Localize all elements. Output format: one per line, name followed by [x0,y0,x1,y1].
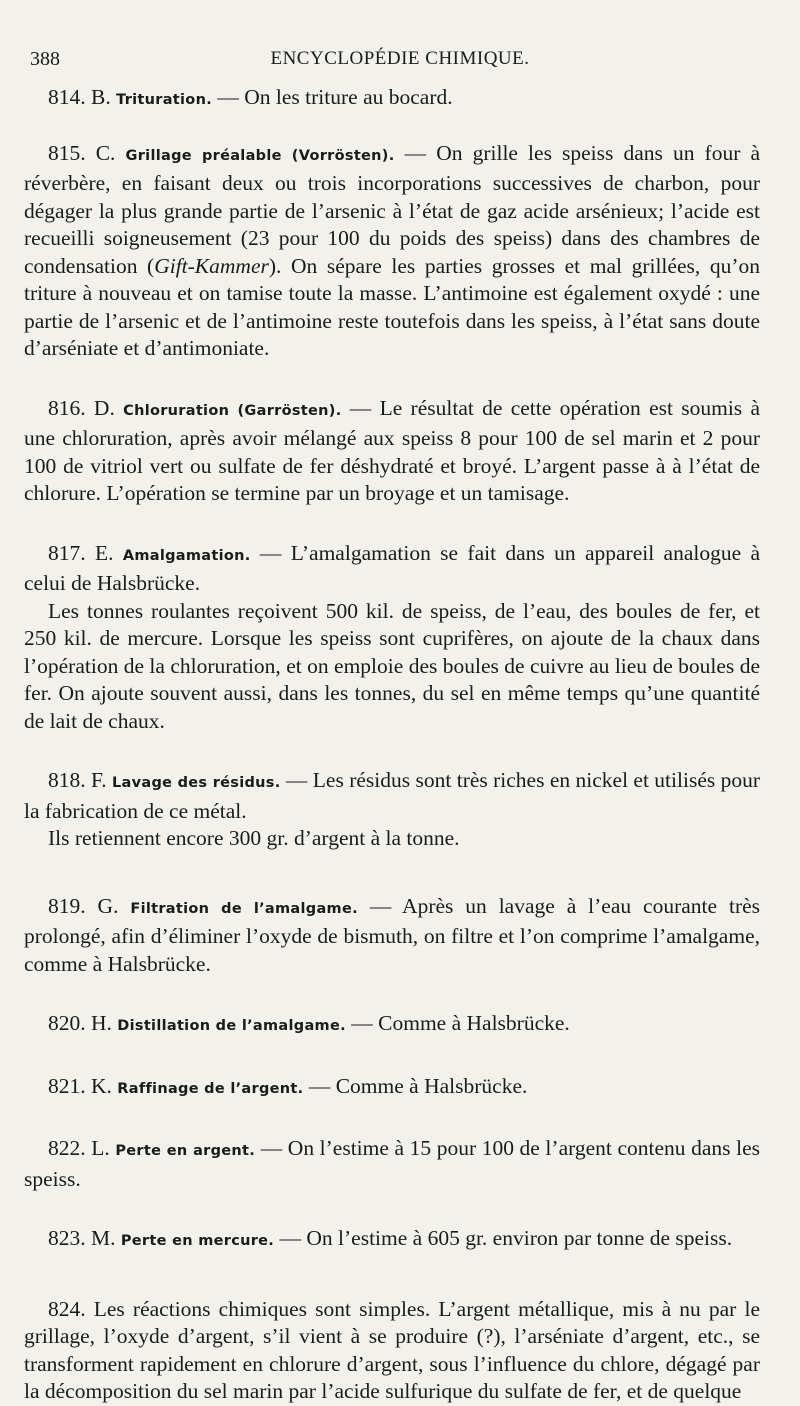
section-821 [24,1073,760,1104]
section-heading: Grillage préalable (Vorrösten). [125,147,395,164]
section-818 [24,767,760,825]
section-heading: Distillation de l’amalgame. [117,1018,346,1034]
section-number: 816. D. [48,395,115,420]
section-heading: Perte en mercure. [120,1233,275,1249]
section-number: 818. F. [48,768,107,792]
section-heading: Perte en argent. [115,1143,256,1159]
section-number: 821. K. [48,1073,112,1098]
section-number: 824. [48,1296,86,1321]
section-text: — On l’estime à 605 gr. environ par tonne de speiss. [274,1226,733,1250]
page-number: 388 [30,48,60,70]
section-823 [24,1225,760,1256]
section-number: 820. H. [48,1011,112,1035]
section-text: — L’amalgamation se fait dans un appareil analogue à celui de Halsbrücke. [24,540,760,595]
body-text [24,84,760,1406]
section-number: 823. M. [48,1226,116,1250]
section-824 [24,1296,760,1406]
section-817-paragraph-2: Les tonnes roulantes reçoivent 500 kil. de speiss, de l’eau, des boules de fer, et 250 kil. de mercure. Lorsque les speiss sont cuprifères, on ajoute de la chaux dans l’opération de la chloruration, et on emploie des boules de cuivre au lieu de boules de fer. On ajoute souvent aussi, dans les tonnes, du sel en même temps qu’une quantité de lait de chaux. [24,598,760,733]
section-text: — On l’estime à 15 pour 100 de l’argent contenu dans les speiss. [24,1136,761,1191]
section-text: — Les résidus sont très riches en nickel et utilisés pour la fabrication de ce métal. [24,768,761,823]
section-text: Les réactions chimiques sont simples. L’argent métallique, mis à nu par le grillage, l’oxyde d’argent, s’il vient à se produire (?), l’arséniate d’argent, etc., se transforment rapidement en chlorure d’argent, sous l’influence du chlore, dégagé par la décomposition du sel marin par l’acide sulfurique du sulfate de fer, et de quelque [24,1296,760,1403]
section-817 [24,540,760,598]
section-text: — On grille les speiss dans un four à réverbère, en faisant deux ou trois incorporations successives de charbon, pour dégager la plus grande partie de l’arsenic à l’état de gaz acide arsénieux; l’acide est recueilli soigneusement (23 pour 100 du poids des speiss) dans des chambres de condensation ( [24,140,761,278]
running-title: ENCYCLOPÉDIE CHIMIQUE. [270,48,530,69]
section-text: — Comme à Halsbrücke. [303,1073,528,1098]
section-820 [24,1010,760,1041]
section-number: 822. L. [48,1136,110,1160]
section-number: 817. E. [48,540,114,565]
section-822 [24,1135,760,1193]
section-italic-term: Gift-Kammer [154,253,269,278]
section-number: 819. G. [48,893,119,918]
section-heading: Amalgamation. [122,547,251,564]
section-number: 814. B. [48,85,111,109]
section-815 [24,140,760,363]
section-text-continued: ). On sépare les parties grosses et mal grillées, qu’on triture à nouveau et on tamise toute la masse. L’antimoine est également oxydé : une partie de l’arsenic et de l’antimoine reste toutefois dans les speiss, à l’état sans doute d’arséniate et d’antimoniate. [24,253,760,360]
section-heading: Chloruration (Garrösten). [123,402,342,419]
section-text: — Après un lavage à l’eau courante très prolongé, afin d’éliminer l’oxyde de bismuth, on filtre et l’on comprime l’amalgame, comme à Halsbrücke. [24,893,761,976]
section-text: — Le résultat de cette opération est soumis à une chloruration, après avoir mélangé aux speiss 8 pour 100 de sel marin et 2 pour 100 de vitriol vert ou sulfate de fer déshydraté et broyé. L’argent passe à à l’état de chlorure. L’opération se termine par un broyage et un tamisage. [24,395,761,505]
section-text: — Comme à Halsbrücke. [345,1011,570,1035]
section-814 [24,84,760,115]
section-heading: Trituration. [116,92,212,108]
section-heading: Raffinage de l’argent. [117,1080,304,1097]
section-816 [24,395,760,508]
section-heading: Lavage des résidus. [112,775,281,791]
section-818-paragraph-2: Ils retiennent encore 300 gr. d’argent à la tonne. [48,826,460,850]
section-text: — On les triture au bocard. [212,85,453,109]
section-number: 815. C. [48,140,116,165]
section-heading: Filtration de l’amalgame. [130,900,358,917]
section-819 [24,893,760,979]
page-header [0,48,800,76]
